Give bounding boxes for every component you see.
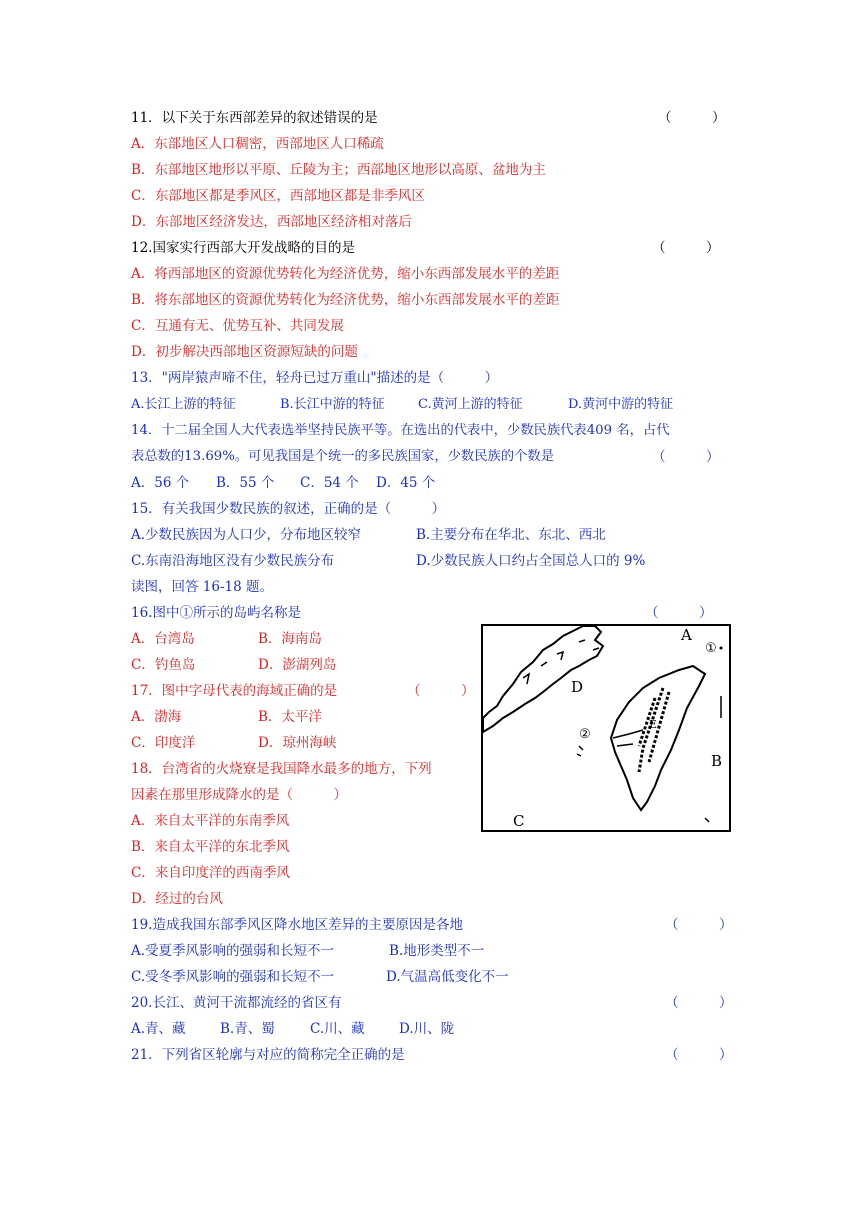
taiwan-map: [481, 624, 731, 832]
q14-stem-line1: 14．十二届全国人大代表选举坚持民族平等。在选出的代表中，少数民族代表409 名，占代: [131, 423, 670, 438]
q15-option-d: D.少数民族人口约占全国总人口的 9%: [416, 553, 646, 569]
q12-answer-blank[interactable]: （ ）: [652, 240, 720, 256]
map-mark-2: ②: [579, 727, 591, 742]
q17-answer-blank[interactable]: （ ）: [407, 683, 475, 699]
q17-option-b: B．太平洋: [258, 709, 322, 725]
q14-answer-blank[interactable]: （ ）: [652, 449, 720, 465]
q17-option-c: C．印度洋: [131, 735, 196, 751]
q19-option-c: C.受冬季风影响的强弱和长短不一: [131, 969, 335, 985]
q14-stem-line2: 表总数的13.69%。可见我国是个统一的多民族国家，少数民族的个数是: [131, 449, 555, 464]
q19-option-b: B.地形类型不一: [389, 943, 485, 959]
q11-option-b: B．东部地区地形以平原、丘陵为主；西部地区地形以高原、盆地为主: [131, 162, 546, 178]
q13-option-d: D.黄河中游的特征: [568, 397, 674, 412]
q19-option-a: A.受夏季风影响的强弱和长短不一: [131, 943, 335, 959]
map-mark-1: ①: [705, 641, 717, 656]
q12-option-b: B．将东部地区的资源优势转化为经济优势，缩小东西部发展水平的差距: [131, 292, 560, 308]
map-label-d: D: [571, 678, 584, 696]
q14-option-d: D．45 个: [376, 475, 436, 491]
q15-option-a: A.少数民族因为人口少，分布地区较窄: [131, 527, 362, 543]
q12-option-c: C．互通有无、优势互补、共同发展: [131, 318, 344, 334]
q15-option-b: B.主要分布在华北、东北、西北: [416, 527, 606, 543]
q12-stem: 12.国家实行西部大开发战略的目的是: [131, 240, 355, 256]
q21-answer-blank[interactable]: （ ）: [665, 1047, 733, 1063]
q16-18-intro: 读图，回答 16-18 题。: [131, 579, 274, 595]
q16-answer-blank[interactable]: （ ）: [645, 605, 713, 621]
q16-option-d: D．澎湖列岛: [258, 657, 337, 673]
q11-answer-blank[interactable]: （ ）: [658, 110, 726, 126]
q17-option-a: A．渤海: [131, 709, 182, 725]
q20-option-b: B.青、蜀: [220, 1021, 275, 1037]
q18-option-b: B．来自太平洋的东北季风: [131, 839, 290, 855]
taiwan-island: [611, 666, 705, 810]
mainland-coastline: [483, 626, 603, 732]
q19-option-d: D.气温高低变化不一: [386, 969, 509, 985]
q16-stem: 16.图中①所示的岛屿名称是: [131, 605, 301, 621]
map-label-b: B: [711, 752, 723, 770]
q15-stem: 15．有关我国少数民族的叙述，正确的是（ ）: [131, 501, 446, 517]
q20-stem: 20.长江、黄河干流都流经的省区有: [131, 995, 342, 1011]
q20-option-d: D.川、陇: [399, 1021, 455, 1037]
map-label-a: A: [681, 626, 692, 644]
q11-option-a: A．东部地区人口稠密，西部地区人口稀疏: [131, 136, 384, 152]
q13-stem: 13．"两岸猿声啼不住，轻舟已过万重山"描述的是（ ）: [131, 370, 499, 386]
q18-option-d: D．经过的台风: [131, 891, 223, 907]
map-label-e: E: [649, 718, 658, 731]
q14-option-c: C．54 个: [300, 475, 359, 491]
q18-option-c: C．来自印度洋的西南季风: [131, 865, 290, 881]
q20-option-a: A.青、藏: [131, 1021, 186, 1037]
q17-option-d: D．琼州海峡: [258, 735, 337, 751]
q18-stem-line1: 18．台湾省的火烧寮是我国降水最多的地方，下列: [131, 761, 432, 777]
penghu-islets: [577, 746, 583, 756]
q20-option-c: C.川、藏: [310, 1021, 365, 1037]
q16-option-b: B．海南岛: [258, 631, 322, 647]
q20-answer-blank[interactable]: （ ）: [665, 995, 733, 1011]
q18-option-a: A．来自太平洋的东南季风: [131, 813, 290, 829]
q13-option-c: C.黄河上游的特征: [418, 397, 523, 412]
q19-answer-blank[interactable]: （ ）: [665, 917, 733, 933]
q12-option-a: A．将西部地区的资源优势转化为经济优势，缩小东西部发展水平的差距: [131, 266, 560, 282]
q18-stem-line2: 因素在那里形成降水的是（ ）: [131, 787, 347, 803]
q13-option-b: B.长江中游的特征: [280, 397, 385, 412]
q16-option-c: C．钓鱼岛: [131, 657, 196, 673]
q12-option-d: D．初步解决西部地区资源短缺的问题: [131, 344, 358, 360]
q11-option-c: C．东部地区都是季风区，西部地区都是非季风区: [131, 188, 425, 204]
q11-option-d: D．东部地区经济发达，西部地区经济相对落后: [131, 214, 412, 230]
q21-stem: 21．下列省区轮廓与对应的简称完全正确的是: [131, 1047, 405, 1063]
q15-option-c: C.东南沿海地区没有少数民族分布: [131, 553, 335, 569]
map-label-c: C: [513, 812, 525, 830]
southern-islet: [705, 818, 709, 822]
q14-option-a: A．56 个: [131, 475, 190, 491]
q14-option-b: B．55 个: [216, 475, 275, 491]
q19-stem: 19.造成我国东部季风区降水地区差异的主要原因是各地: [131, 917, 463, 933]
islet-dot-1: [720, 647, 723, 650]
q16-option-a: A．台湾岛: [131, 631, 195, 647]
taiwan-map-svg: [483, 626, 729, 830]
q11-stem: 11．以下关于东西部差异的叙述错误的是: [131, 110, 378, 126]
q17-stem: 17．图中字母代表的海域正确的是: [131, 683, 338, 699]
q13-option-a: A.长江上游的特征: [131, 397, 236, 412]
